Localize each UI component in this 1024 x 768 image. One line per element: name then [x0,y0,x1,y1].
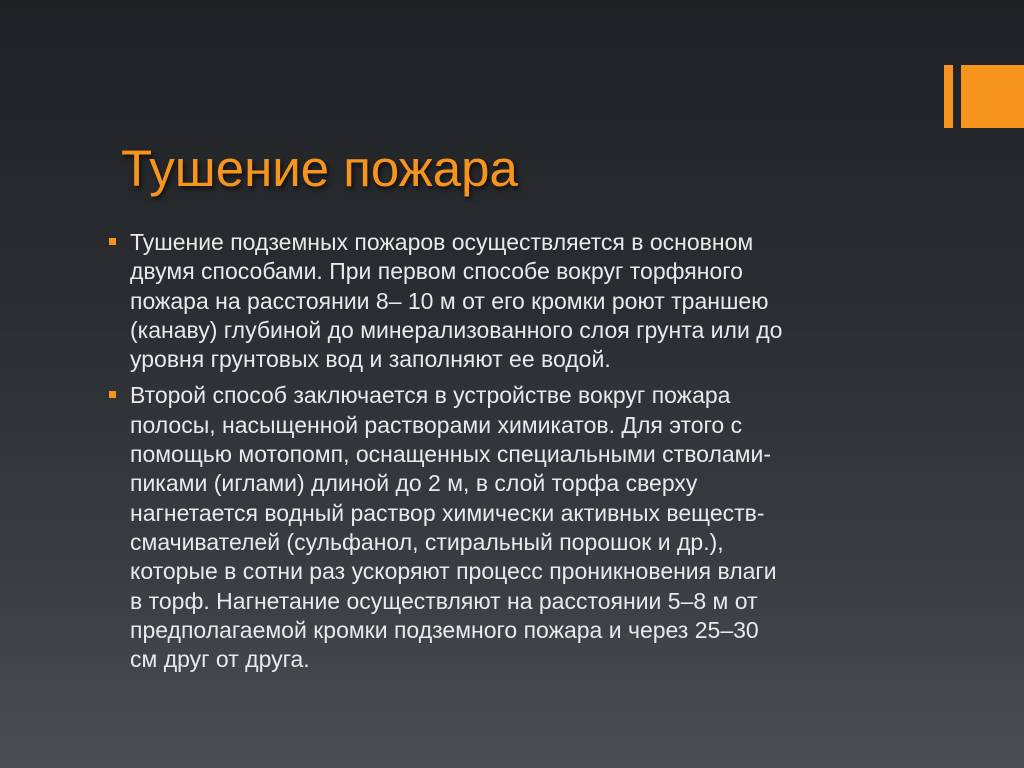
bullet-line: помощью мотопомп, оснащенных специальными стволами- [130,441,771,468]
bullet-text-1 [130,228,907,374]
bullet-line: нагнетается водный раствор химически активных веществ- [130,499,765,526]
accent-bar-wide [961,65,1024,128]
bullet-line: предполагаемой кромки подземного пожара и через 25–30 [130,616,759,643]
bullet-line: см друг от друга. [130,646,310,673]
bullet-text-2 [130,381,907,674]
accent-bar-thin [944,65,953,128]
bullet-line: в торф. Нагнетание осуществляют на расстоянии 5–8 м от [130,587,758,614]
bullet-line: полосы, насыщенной растворами химикатов. Для этого с [130,411,743,438]
bullet-line: (канаву) глубиной до минерализованного слоя грунта или до [130,316,783,343]
bullet-item-2 [107,381,907,674]
bullet-line: которые в сотни раз ускоряют процесс проникновения влаги [130,558,777,585]
bullet-line: пожара на расстоянии 8– 10 м от его кромки роют траншею [130,287,769,314]
bullet-line: смачивателей (сульфанол, стиральный порошок и др.), [130,528,724,555]
bullet-line: Тушение подземных пожаров осуществляется в основном [130,229,754,255]
bullet-line: уровня грунтовых вод и заполняют ее водой. [130,346,611,373]
square-bullet-icon [109,238,116,245]
bullet-line: двумя способами. При первом способе вокруг торфяного [130,258,743,285]
slide-title: Тушение пожара [121,140,518,197]
bullet-line: пиками (иглами) длиной до 2 м, в слой торфа сверху [130,470,698,497]
bullet-item-1 [107,228,907,374]
square-bullet-icon [109,391,116,398]
slide-content [107,228,907,681]
bullet-line: Второй способ заключается в устройстве вокруг пожара [130,382,731,409]
